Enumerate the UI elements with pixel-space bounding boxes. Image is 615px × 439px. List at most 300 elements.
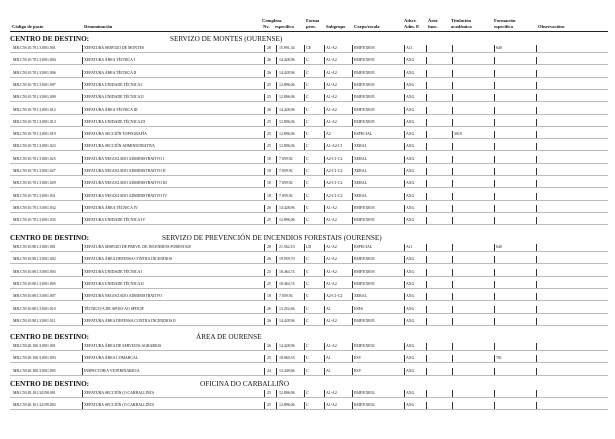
section-heading [10, 333, 262, 341]
cell-divider [404, 293, 405, 300]
cell-comp: 12.896,06 [279, 391, 295, 395]
cell-divider [324, 45, 325, 52]
cell-divider [536, 293, 537, 300]
cell-divider [452, 119, 453, 126]
cell-adscr: AXG [406, 306, 415, 311]
cell-divider [324, 168, 325, 175]
cell-divider [82, 281, 83, 288]
cell-divider [494, 217, 495, 224]
header-nv: Nv. [263, 24, 270, 29]
cell-divider [426, 281, 427, 288]
cell-divider [494, 343, 495, 350]
cell-divider [426, 70, 427, 77]
cell-den: XEFATURA NEGOCIADO ADMINISTRATIVO III [84, 181, 167, 186]
cell-divider [324, 193, 325, 200]
cell-divider [276, 107, 277, 114]
cell-sub: A1 [326, 356, 331, 361]
cell-divider [536, 256, 537, 263]
cell-divider [494, 45, 495, 52]
cell-forma: C [306, 169, 309, 173]
cell-divider [536, 306, 537, 313]
cell-divider [82, 70, 83, 77]
cell-divider [426, 94, 427, 101]
cell-divider [404, 256, 405, 263]
row-divider [10, 325, 608, 326]
cell-den: XEFATURA SERVIZO DE PREVE. DE INCENDIOS FORESTAIS [84, 245, 191, 249]
cell-divider [494, 107, 495, 114]
cell-divider [324, 368, 325, 375]
cell-divider [426, 107, 427, 114]
cell-divider [536, 156, 537, 163]
cell-adscr: A11 [406, 46, 413, 50]
cell-divider [264, 306, 265, 313]
section-label: CENTRO DE DESTINO: [10, 333, 90, 341]
cell-divider [324, 180, 325, 187]
cell-divider [82, 217, 83, 224]
cell-comp: 14.428,96 [279, 205, 295, 210]
cell-divider [536, 168, 537, 175]
cell-adscr: AXG [406, 281, 415, 286]
cell-sub: A2-C1-C2 [326, 181, 343, 186]
cell-forma: C [306, 391, 309, 395]
cell-divider [352, 390, 353, 397]
cell-code: MR.C59.10.801.31001.005 [13, 281, 56, 286]
cell-divider [82, 402, 83, 409]
cell-den: XEFATURA ÁREA DEFENSA CONTRA INCENDIOS [84, 257, 173, 262]
row-divider [10, 300, 608, 301]
cell-divider [324, 281, 325, 288]
cell-nv: 25 [267, 144, 271, 149]
cell-divider [536, 281, 537, 288]
cell-divider [452, 94, 453, 101]
cell-divider [324, 343, 325, 350]
cell-adscr: AXG [406, 82, 415, 87]
cell-divider [352, 180, 353, 187]
cell-forma: C [306, 58, 309, 63]
cell-divider [324, 217, 325, 224]
cell-divider [264, 293, 265, 300]
cell-divider [352, 306, 353, 313]
cell-nv: 18 [267, 193, 271, 198]
cell-divider [264, 193, 265, 200]
cell-divider [264, 318, 265, 325]
header-titulacion: Titulación [451, 18, 472, 23]
cell-divider [264, 70, 265, 77]
table-row [10, 93, 608, 102]
cell-divider [352, 281, 353, 288]
cell-forma: C [306, 193, 309, 198]
header-prov: prov. [306, 24, 316, 29]
cell-nv: 26 [267, 344, 271, 348]
cell-divider [536, 70, 537, 77]
row-divider [10, 313, 608, 314]
cell-sub: A1-A2 [326, 281, 337, 286]
cell-divider [404, 143, 405, 150]
table-row [10, 354, 608, 363]
cell-adscr: AXG [406, 58, 415, 63]
cell-divider [536, 318, 537, 325]
cell-form: 640 [496, 245, 502, 249]
cell-adscr: AXG [406, 218, 415, 223]
header-denominacion: Denominación [84, 24, 113, 29]
cell-divider [352, 45, 353, 52]
cell-divider [276, 293, 277, 300]
cell-divider [536, 57, 537, 64]
cell-divider [426, 306, 427, 313]
cell-divider [426, 156, 427, 163]
cell-divider [426, 402, 427, 409]
cell-divider [82, 193, 83, 200]
cell-corpo: EMF/EXE02 [354, 403, 375, 408]
cell-corpo: EMF/EXE05 [354, 119, 375, 124]
cell-divider [324, 355, 325, 362]
cell-divider [324, 119, 325, 126]
table-row [10, 69, 608, 78]
cell-divider [304, 390, 305, 397]
cell-nv: 25 [267, 269, 271, 274]
cell-divider [404, 119, 405, 126]
table-row [10, 44, 608, 53]
cell-code: MR.C59.10.801.31001.001 [13, 245, 56, 249]
cell-den: XEFATURA SECCIÓN (O CARBALLIÑO) [84, 403, 154, 408]
cell-nv: 18 [267, 169, 271, 173]
cell-divider [404, 402, 405, 409]
cell-forma: C [306, 156, 309, 161]
cell-comp: 12.896,06 [279, 119, 295, 124]
cell-divider [82, 45, 83, 52]
cell-divider [352, 269, 353, 276]
cell-adscr: AXG [406, 107, 415, 112]
cell-divider [276, 355, 277, 362]
cell-divider [276, 193, 277, 200]
cell-den: XEFATURA SERVIZO DE MONTES [84, 46, 145, 50]
cell-divider [352, 205, 353, 212]
cell-code: MR.C59.10.701.31001.025 [13, 156, 56, 161]
cell-divider [426, 355, 427, 362]
cell-nv: 28 [267, 46, 271, 50]
cell-divider [264, 143, 265, 150]
cell-divider [404, 180, 405, 187]
cell-comp: 7.059,92 [279, 169, 293, 173]
table-row [10, 106, 608, 115]
cell-divider [452, 70, 453, 77]
cell-divider [352, 343, 353, 350]
cell-divider [494, 269, 495, 276]
cell-divider [352, 70, 353, 77]
cell-divider [352, 168, 353, 175]
cell-divider [82, 119, 83, 126]
cell-divider [426, 131, 427, 138]
cell-divider [494, 390, 495, 397]
cell-forma: C [306, 403, 309, 408]
cell-divider [426, 168, 427, 175]
cell-divider [264, 131, 265, 138]
cell-sub: A1-A2 [326, 46, 337, 50]
cell-divider [304, 318, 305, 325]
cell-adscr: AXG [406, 181, 415, 186]
row-divider [10, 362, 608, 363]
cell-code: MR.C59.10.701.31001.009 [13, 95, 56, 100]
cell-divider [82, 180, 83, 187]
cell-adscr: AXG [406, 344, 415, 348]
cell-divider [494, 193, 495, 200]
cell-divider [426, 368, 427, 375]
cell-den: XEFATURA ÁREA COMARCAL [84, 356, 139, 361]
cell-divider [264, 281, 265, 288]
cell-divider [82, 256, 83, 263]
header-observacions: Observacións [538, 24, 565, 29]
cell-divider [276, 256, 277, 263]
cell-divider [82, 306, 83, 313]
cell-divider [426, 143, 427, 150]
cell-forma: C [306, 281, 309, 286]
header-subgrupo: Subgrupo [326, 24, 346, 29]
cell-code: MR.C59.10.801.31001.007 [13, 294, 56, 299]
row-divider [10, 163, 608, 164]
cell-divider [324, 390, 325, 397]
cell-divider [404, 94, 405, 101]
cell-comp: 13.449,66 [279, 368, 295, 373]
cell-comp: 13.252,66 [279, 306, 295, 311]
cell-comp: 12.896,06 [279, 132, 295, 137]
cell-divider [264, 94, 265, 101]
section-name: ÁREA DE OURENSE [196, 333, 262, 341]
cell-forma: C [306, 269, 309, 274]
cell-divider [426, 217, 427, 224]
cell-sub: A2-C1-C2 [326, 169, 343, 173]
cell-divider [276, 343, 277, 350]
cell-divider [404, 131, 405, 138]
cell-divider [494, 402, 495, 409]
section-heading [10, 234, 382, 242]
section-heading [10, 35, 283, 43]
cell-corpo: EMF/EXE05 [354, 257, 375, 262]
cell-divider [536, 94, 537, 101]
cell-corpo: XERAL [354, 169, 367, 173]
cell-corpo: XERAL [354, 181, 367, 186]
cell-forma: C [306, 368, 309, 373]
cell-divider [452, 180, 453, 187]
cell-nv: 26 [267, 58, 271, 63]
cell-divider [352, 156, 353, 163]
cell-forma: C [306, 119, 309, 124]
cell-sub: A2-C1-C2 [326, 294, 343, 299]
cell-divider [452, 107, 453, 114]
cell-divider [494, 306, 495, 313]
table-row [10, 280, 608, 289]
cell-corpo: EMF/EXE02 [354, 391, 375, 395]
cell-divider [452, 217, 453, 224]
cell-divider [264, 168, 265, 175]
cell-adscr: AXG [406, 356, 415, 361]
cell-adscr: AXG [406, 95, 415, 100]
cell-den: XEFATURA NEGOCIADO ADMINISTRATIVO [84, 294, 162, 299]
cell-divider [276, 94, 277, 101]
cell-nv: 25 [267, 132, 271, 137]
cell-divider [82, 368, 83, 375]
cell-nv: 26 [267, 70, 271, 75]
cell-nv: 25 [267, 391, 271, 395]
cell-forma: C [306, 356, 309, 361]
cell-comp: 12.896,06 [279, 403, 295, 408]
cell-nv: 25 [267, 119, 271, 124]
cell-comp: 14.428,96 [279, 70, 295, 75]
cell-divider [452, 244, 453, 251]
cell-divider [352, 107, 353, 114]
cell-sub: A1-A2 [326, 257, 337, 262]
cell-corpo: EMF/EXE05 [354, 58, 375, 63]
cell-code: MR.C59.20.100.31001.003 [13, 356, 56, 361]
cell-adscr: AXG [406, 193, 415, 198]
cell-divider [452, 293, 453, 300]
cell-adscr: AXG [406, 119, 415, 124]
cell-den: XEFATURA ÁREA TÉCNICA II [84, 70, 137, 75]
cell-divider [304, 269, 305, 276]
row-divider [10, 64, 608, 65]
cell-divider [264, 107, 265, 114]
row-divider [10, 77, 608, 78]
cell-corpo: EMF/EXE05 [354, 205, 375, 210]
row-divider [10, 187, 608, 188]
section-label: CENTRO DE DESTINO: [10, 234, 90, 242]
cell-divider [264, 256, 265, 263]
row-divider [10, 175, 608, 176]
cell-divider [494, 119, 495, 126]
cell-divider [264, 244, 265, 251]
cell-divider [276, 119, 277, 126]
cell-forma: C [306, 344, 309, 348]
cell-code: MR.C59.20.101.32190.001 [13, 391, 56, 395]
cell-divider [82, 94, 83, 101]
cell-nv: 26 [267, 205, 271, 210]
cell-divider [304, 402, 305, 409]
cell-forma: C [306, 132, 309, 137]
cell-divider [352, 57, 353, 64]
cell-code: MR.C59.10.801.31001.011 [13, 318, 56, 323]
cell-code: MR.C59.20.101.32190.002 [13, 403, 56, 408]
cell-divider [536, 45, 537, 52]
cell-divider [276, 180, 277, 187]
cell-sub: A2-C1-C2 [326, 156, 343, 161]
cell-corpo: EMF/EXE05 [354, 95, 375, 100]
cell-divider [352, 293, 353, 300]
cell-code: MR.C59.10.801.31001.002 [13, 257, 56, 262]
section-name: SERVIZO DE PREVENCIÓN DE INCENDIOS FORESTAIS (OURENSE) [162, 234, 382, 242]
cell-divider [452, 57, 453, 64]
header-especifico: específico [275, 24, 294, 29]
cell-divider [426, 343, 427, 350]
cell-adscr: AXG [406, 257, 415, 262]
cell-forma: C [306, 181, 309, 186]
cell-divider [494, 256, 495, 263]
cell-divider [404, 193, 405, 200]
cell-corpo: EMF/EXE05 [354, 269, 375, 274]
cell-den: XEFATURA SECCIÓN TOPOGRAFÍA [84, 132, 147, 137]
cell-sub: A1-A2 [326, 218, 337, 223]
table-row [10, 305, 608, 314]
cell-divider [352, 256, 353, 263]
cell-divider [324, 131, 325, 138]
cell-den: XEFATURA UNIDADE TÉCNICA III [84, 119, 145, 124]
cell-divider [304, 45, 305, 52]
cell-divider [324, 318, 325, 325]
cell-divider [536, 368, 537, 375]
cell-nv: 25 [267, 356, 271, 361]
row-divider [10, 101, 608, 102]
cell-divider [82, 293, 83, 300]
row-divider [10, 200, 608, 201]
table-row [10, 167, 608, 176]
cell-den: XEFATURA UNIDADE TÉCNICA IV [84, 218, 146, 223]
cell-nv: 25 [267, 218, 271, 223]
cell-divider [536, 217, 537, 224]
row-divider [10, 224, 608, 225]
cell-divider [304, 205, 305, 212]
table-row [10, 155, 608, 164]
cell-divider [536, 193, 537, 200]
cell-den: XEFATURA NEGOCIADO ADMINISTRATIVO IV [84, 193, 168, 198]
table-row [10, 204, 608, 213]
cell-corpo: ESES [354, 306, 364, 311]
cell-divider [494, 180, 495, 187]
cell-divider [304, 293, 305, 300]
cell-divider [452, 168, 453, 175]
cell-forma: C [306, 95, 309, 100]
row-divider [10, 409, 608, 410]
cell-divider [536, 390, 537, 397]
row-divider [10, 89, 608, 90]
cell-divider [304, 217, 305, 224]
cell-corpo: EMF/EXE05 [354, 107, 375, 112]
cell-forma: C [306, 70, 309, 75]
table-row [10, 216, 608, 225]
cell-divider [304, 107, 305, 114]
section-name: OFICINA DO CARBALLIÑO [200, 380, 290, 388]
cell-adscr: AXG [406, 169, 415, 173]
cell-den: XEFATURA SECCIÓN (O CARBALLIÑO) [84, 391, 154, 395]
cell-divider [264, 368, 265, 375]
cell-divider [404, 269, 405, 276]
cell-divider [276, 131, 277, 138]
cell-divider [404, 368, 405, 375]
cell-comp: 18.060,53 [279, 356, 295, 361]
cell-divider [304, 306, 305, 313]
cell-nv: 18 [267, 294, 271, 299]
cell-divider [82, 156, 83, 163]
cell-divider [426, 293, 427, 300]
cell-sub: A1-A2 [326, 95, 337, 100]
cell-sub: A1 [326, 306, 331, 311]
cell-divider [536, 107, 537, 114]
cell-comp: 7.059,92 [279, 181, 293, 186]
cell-adscr: AXG [406, 205, 415, 210]
cell-form: 640 [496, 46, 502, 50]
cell-comp: 19.959,70 [279, 257, 295, 262]
cell-code: MR.C59.10.701.31001.007 [13, 82, 56, 87]
cell-adscr: AXG [406, 318, 415, 323]
cell-code: MR.C59.20.100.31001.001 [13, 344, 56, 348]
cell-forma: C [306, 306, 309, 311]
cell-divider [264, 156, 265, 163]
cell-divider [276, 217, 277, 224]
cell-sub: A1-A2 [326, 245, 337, 249]
row-divider [10, 288, 608, 289]
cell-divider [324, 205, 325, 212]
cell-divider [264, 269, 265, 276]
cell-divider [452, 318, 453, 325]
table-row [10, 268, 608, 277]
section-heading [10, 380, 290, 388]
